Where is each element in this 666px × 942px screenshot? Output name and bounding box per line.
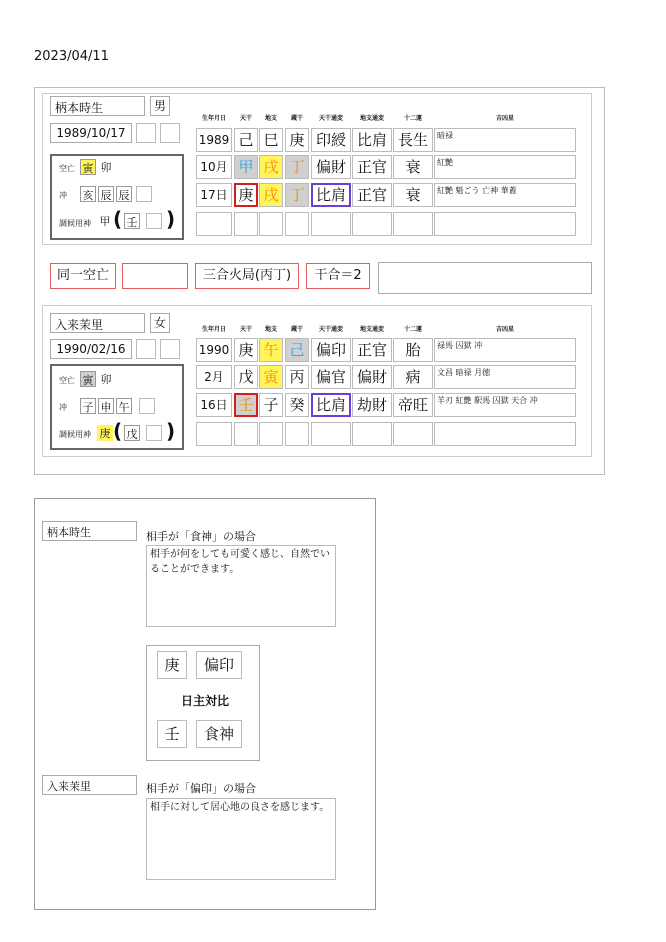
- person1-kubou-label: 空亡: [59, 164, 75, 173]
- person2-yojin-blank: [146, 425, 162, 441]
- person2-kubou-1: 寅: [80, 371, 96, 387]
- compat-item-5: [378, 262, 592, 294]
- person1-day-tenkan-tsuhen: 比肩: [311, 183, 351, 207]
- person1-day-juniun: 衰: [393, 183, 433, 207]
- person2-kubou-label: 空亡: [59, 376, 75, 385]
- person1-chu-2: 辰: [98, 186, 114, 202]
- person1-month-chishi-tsuhen: 正官: [352, 155, 392, 179]
- person1-year: 1989: [196, 128, 232, 152]
- person2-header-tenkan-tsuhen: 天干通変: [318, 326, 343, 333]
- person1-blank-row: [311, 212, 351, 236]
- person2-month-juniun: 病: [393, 365, 433, 389]
- person1-month-kikkyo: 紅艶: [434, 155, 576, 179]
- person1-header-juniun: 十二運: [403, 115, 422, 122]
- person2-yojin-paren: 戊: [124, 425, 140, 441]
- person1-day-chishi-tsuhen: 正官: [352, 183, 392, 207]
- lower-desc-2: 相手に対して居心地の良さを感じます。: [146, 798, 336, 880]
- person1-chu-1: 亥: [80, 186, 96, 202]
- person1-yojin-main: 甲: [99, 215, 111, 228]
- person1-header-chishi-tsuhen: 地支通変: [359, 115, 384, 122]
- person2-day: 16日: [196, 393, 232, 417]
- person2-header-zokan: 蔵干: [290, 326, 303, 333]
- person2-blank-row: [311, 422, 351, 446]
- person1-birthdate: 1989/10/17: [50, 123, 132, 143]
- person2-blank-row: [234, 422, 258, 446]
- person2-month-tenkan-tsuhen: 偏官: [311, 365, 351, 389]
- person2-day-chishi: 子: [259, 393, 283, 417]
- person1-chu-blank: [136, 186, 152, 202]
- person1-header-zokan: 蔵干: [290, 115, 303, 122]
- person1-chu-label: 冲: [59, 191, 67, 200]
- person2-month-tenkan: 戊: [234, 365, 258, 389]
- person2-day-tenkan: 壬: [234, 393, 258, 417]
- person1-year-chishi: 巳: [259, 128, 283, 152]
- person2-blank-row: [352, 422, 392, 446]
- daymaster-center-label: 日主対比: [180, 694, 229, 708]
- person2-header-juniun: 十二運: [403, 326, 422, 333]
- bottom-tsuhen: 食神: [196, 720, 242, 748]
- person2-month-chishi-tsuhen: 偏財: [352, 365, 392, 389]
- person1-header-birth: 生年月日: [201, 115, 226, 122]
- person2-year-juniun: 胎: [393, 338, 433, 362]
- person1-blank-row: [196, 212, 232, 236]
- person2-yojin-main: 庚: [97, 425, 113, 441]
- person1-month-juniun: 衰: [393, 155, 433, 179]
- person2-year-chishi: 午: [259, 338, 283, 362]
- person2-year-chishi-tsuhen: 正官: [352, 338, 392, 362]
- lower-title-2: 相手が「偏印」の場合: [146, 782, 256, 795]
- person1-blank-row: [259, 212, 283, 236]
- person1-year-tenkan-tsuhen: 印綬: [311, 128, 351, 152]
- report-date: 2023/04/11: [34, 49, 109, 64]
- person2-year: 1990: [196, 338, 232, 362]
- person1-month-tenkan-tsuhen: 偏財: [311, 155, 351, 179]
- person2-blank-1: [136, 339, 156, 359]
- person1-blank-1: [136, 123, 156, 143]
- person1-day-zokan: 丁: [285, 183, 309, 207]
- compat-item-1: 同一空亡: [50, 263, 116, 289]
- person2-chu-3: 午: [116, 398, 132, 414]
- person1-kubou-1: 寅: [80, 159, 96, 175]
- person1-name: 柄本時生: [50, 96, 145, 116]
- person2-header-kikkyo: 吉凶星: [495, 326, 514, 333]
- person1-year-juniun: 長生: [393, 128, 433, 152]
- person1-month-chishi: 戌: [259, 155, 283, 179]
- person2-header-tenkan: 天干: [239, 326, 252, 333]
- person2-blank-2: [160, 339, 180, 359]
- person1-paren-open: (: [113, 207, 123, 231]
- compat-item-2: [122, 263, 188, 289]
- person1-month-zokan: 丁: [285, 155, 309, 179]
- person2-day-tenkan-tsuhen: 比肩: [311, 393, 351, 417]
- person2-day-zokan: 癸: [285, 393, 309, 417]
- person2-header-chishi-tsuhen: 地支通変: [359, 326, 384, 333]
- person2-month: 2月: [196, 365, 232, 389]
- bottom-kan: 壬: [157, 720, 187, 748]
- person2-sex: 女: [150, 313, 170, 333]
- person2-blank-row: [285, 422, 309, 446]
- lower-person2-name: 入来茉里: [42, 775, 137, 795]
- person1-day: 17日: [196, 183, 232, 207]
- person2-paren-close: ): [166, 419, 176, 443]
- compat-item-3: 三合火局(丙丁): [195, 263, 299, 289]
- person1-year-zokan: 庚: [285, 128, 309, 152]
- person2-header-chishi: 地支: [264, 326, 277, 333]
- person2-chu-label: 冲: [59, 403, 67, 412]
- lower-person1-name: 柄本時生: [42, 521, 137, 541]
- person1-blank-row: [352, 212, 392, 236]
- person2-birthdate: 1990/02/16: [50, 339, 132, 359]
- person2-year-tenkan-tsuhen: 偏印: [311, 338, 351, 362]
- lower-title-1: 相手が「食神」の場合: [146, 530, 256, 543]
- person1-month: 10月: [196, 155, 232, 179]
- person2-month-kikkyo: 文昌 暗禄 月徳: [434, 365, 576, 389]
- person1-kubou-2: 卯: [100, 161, 112, 174]
- person1-sex: 男: [150, 96, 170, 116]
- compat-item-4: 干合＝2: [306, 263, 370, 289]
- person1-blank-2: [160, 123, 180, 143]
- person1-header-tenkan-tsuhen: 天干通変: [318, 115, 343, 122]
- person2-month-chishi: 寅: [259, 365, 283, 389]
- person1-year-kikkyo: 暗禄: [434, 128, 576, 152]
- person2-year-kikkyo: 禄馬 囚獄 冲: [434, 338, 576, 362]
- person2-blank-row: [393, 422, 433, 446]
- person2-day-chishi-tsuhen: 劫財: [352, 393, 392, 417]
- person2-blank-row: [434, 422, 576, 446]
- person1-blank-row: [285, 212, 309, 236]
- top-tsuhen: 偏印: [196, 651, 242, 679]
- person1-day-kikkyo: 紅艶 魁ごう 亡神 華蓋: [434, 183, 576, 207]
- person1-year-tenkan: 己: [234, 128, 258, 152]
- person2-yojin-label: 調候用神: [59, 430, 91, 439]
- person1-header-tenkan: 天干: [239, 115, 252, 122]
- person2-header-birth: 生年月日: [201, 326, 226, 333]
- person2-chu-1: 子: [80, 398, 96, 414]
- person1-blank-row: [434, 212, 576, 236]
- person2-chu-blank: [139, 398, 155, 414]
- person2-day-kikkyo: 羊刃 紅艶 駅馬 囚獄 天合 冲: [434, 393, 576, 417]
- person1-yojin-paren: 壬: [124, 213, 140, 229]
- top-kan: 庚: [157, 651, 187, 679]
- person1-day-chishi: 戌: [259, 183, 283, 207]
- person1-yojin-blank: [146, 213, 162, 229]
- lower-desc-1: 相手が何をしても可愛く感じ、自然でいることができます。: [146, 545, 336, 627]
- person1-year-chishi-tsuhen: 比肩: [352, 128, 392, 152]
- person1-header-chishi: 地支: [264, 115, 277, 122]
- person1-blank-row: [234, 212, 258, 236]
- person1-day-tenkan: 庚: [234, 183, 258, 207]
- person2-chu-2: 申: [98, 398, 114, 414]
- person2-blank-row: [196, 422, 232, 446]
- person1-yojin-label: 調候用神: [59, 219, 91, 228]
- person2-day-juniun: 帝旺: [393, 393, 433, 417]
- person1-blank-row: [393, 212, 433, 236]
- person1-header-kikkyo: 吉凶星: [495, 115, 514, 122]
- person2-paren-open: (: [113, 419, 123, 443]
- person1-month-tenkan: 甲: [234, 155, 258, 179]
- person2-year-tenkan: 庚: [234, 338, 258, 362]
- person2-kubou-2: 卯: [100, 373, 112, 386]
- person2-blank-row: [259, 422, 283, 446]
- person2-name: 入来茉里: [50, 313, 145, 333]
- person2-month-zokan: 丙: [285, 365, 309, 389]
- person2-year-zokan: 己: [285, 338, 309, 362]
- person1-paren-close: ): [166, 207, 176, 231]
- person1-chu-3: 辰: [116, 186, 132, 202]
